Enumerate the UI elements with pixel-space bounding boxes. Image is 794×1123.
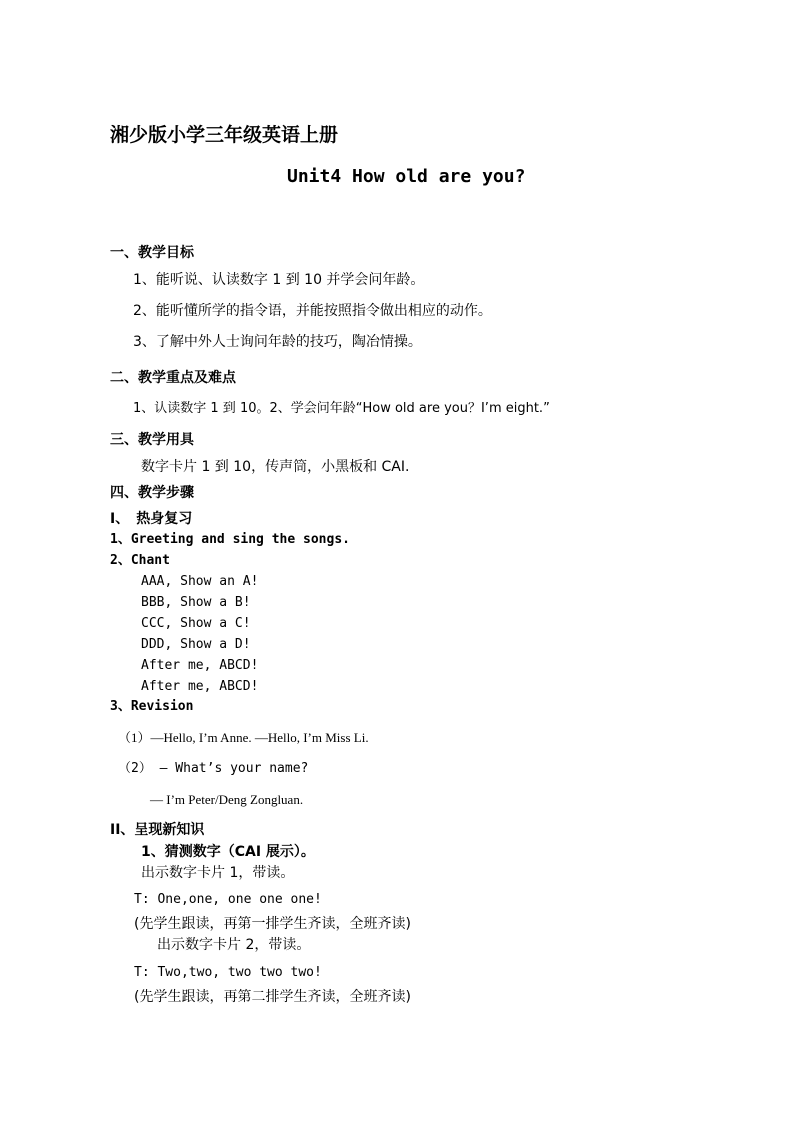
chant-line: After me, ABCD! bbox=[141, 679, 259, 694]
materials-text: 数字卡片 1 到 10，传声筒，小黑板和 CAI. bbox=[141, 459, 410, 475]
section-heading-objectives: 一、教学目标 bbox=[110, 245, 194, 261]
chant-line: After me, ABCD! bbox=[141, 658, 259, 673]
chant-line: AAA, Show an A! bbox=[141, 574, 259, 589]
part-heading-new-knowledge: II、呈现新知识 bbox=[110, 822, 205, 838]
sub-step-guess-number: 1、猜测数字（CAI 展示）。 bbox=[141, 844, 315, 860]
revision-dialogue-2-answer: — I’m Peter/Deng Zongluan. bbox=[150, 792, 304, 807]
class-note-1: (先学生跟读，再第一排学生齐读，全班齐读) bbox=[134, 916, 411, 932]
document-title: 湘少版小学三年级英语上册 bbox=[110, 124, 339, 146]
section-heading-steps: 四、教学步骤 bbox=[110, 485, 194, 501]
step-revision: 3、Revision bbox=[110, 699, 194, 714]
objective-item: 2、能听懂所学的指令语，并能按照指令做出相应的动作。 bbox=[133, 303, 492, 319]
teacher-line-2: T: Two,two, two two two! bbox=[134, 965, 322, 980]
objective-item: 3、了解中外人士询问年龄的技巧，陶冶情操。 bbox=[133, 334, 422, 350]
class-note-2: (先学生跟读，再第二排学生齐读，全班齐读) bbox=[134, 989, 411, 1005]
chant-line: DDD, Show a D! bbox=[141, 637, 251, 652]
section-heading-materials: 三、教学用具 bbox=[110, 432, 194, 448]
chant-line: CCC, Show a C! bbox=[141, 616, 251, 631]
revision-dialogue-1: （1）—Hello, I’m Anne. —Hello, I’m Miss Li. bbox=[118, 730, 369, 745]
objective-item: 1、能听说、认读数字 1 到 10 并学会问年龄。 bbox=[133, 272, 425, 288]
revision-dialogue-2: （2） — What’s your name? bbox=[118, 761, 309, 776]
section-heading-key-points: 二、教学重点及难点 bbox=[110, 370, 236, 386]
instruction-card-2: 出示数字卡片 2，带读。 bbox=[157, 937, 311, 953]
step-chant: 2、Chant bbox=[110, 553, 170, 568]
instruction-card-1: 出示数字卡片 1，带读。 bbox=[141, 865, 295, 881]
step-greeting: 1、Greeting and sing the songs. bbox=[110, 532, 350, 547]
part-heading-warmup: I、 热身复习 bbox=[110, 511, 193, 527]
key-points-text: 1、认读数字 1 到 10。2、学会问年龄“How old are you？I’m eight.” bbox=[133, 401, 550, 416]
chant-line: BBB, Show a B! bbox=[141, 595, 251, 610]
document-subtitle: Unit4 How old are you? bbox=[287, 166, 526, 187]
teacher-line-1: T: One,one, one one one! bbox=[134, 892, 322, 907]
